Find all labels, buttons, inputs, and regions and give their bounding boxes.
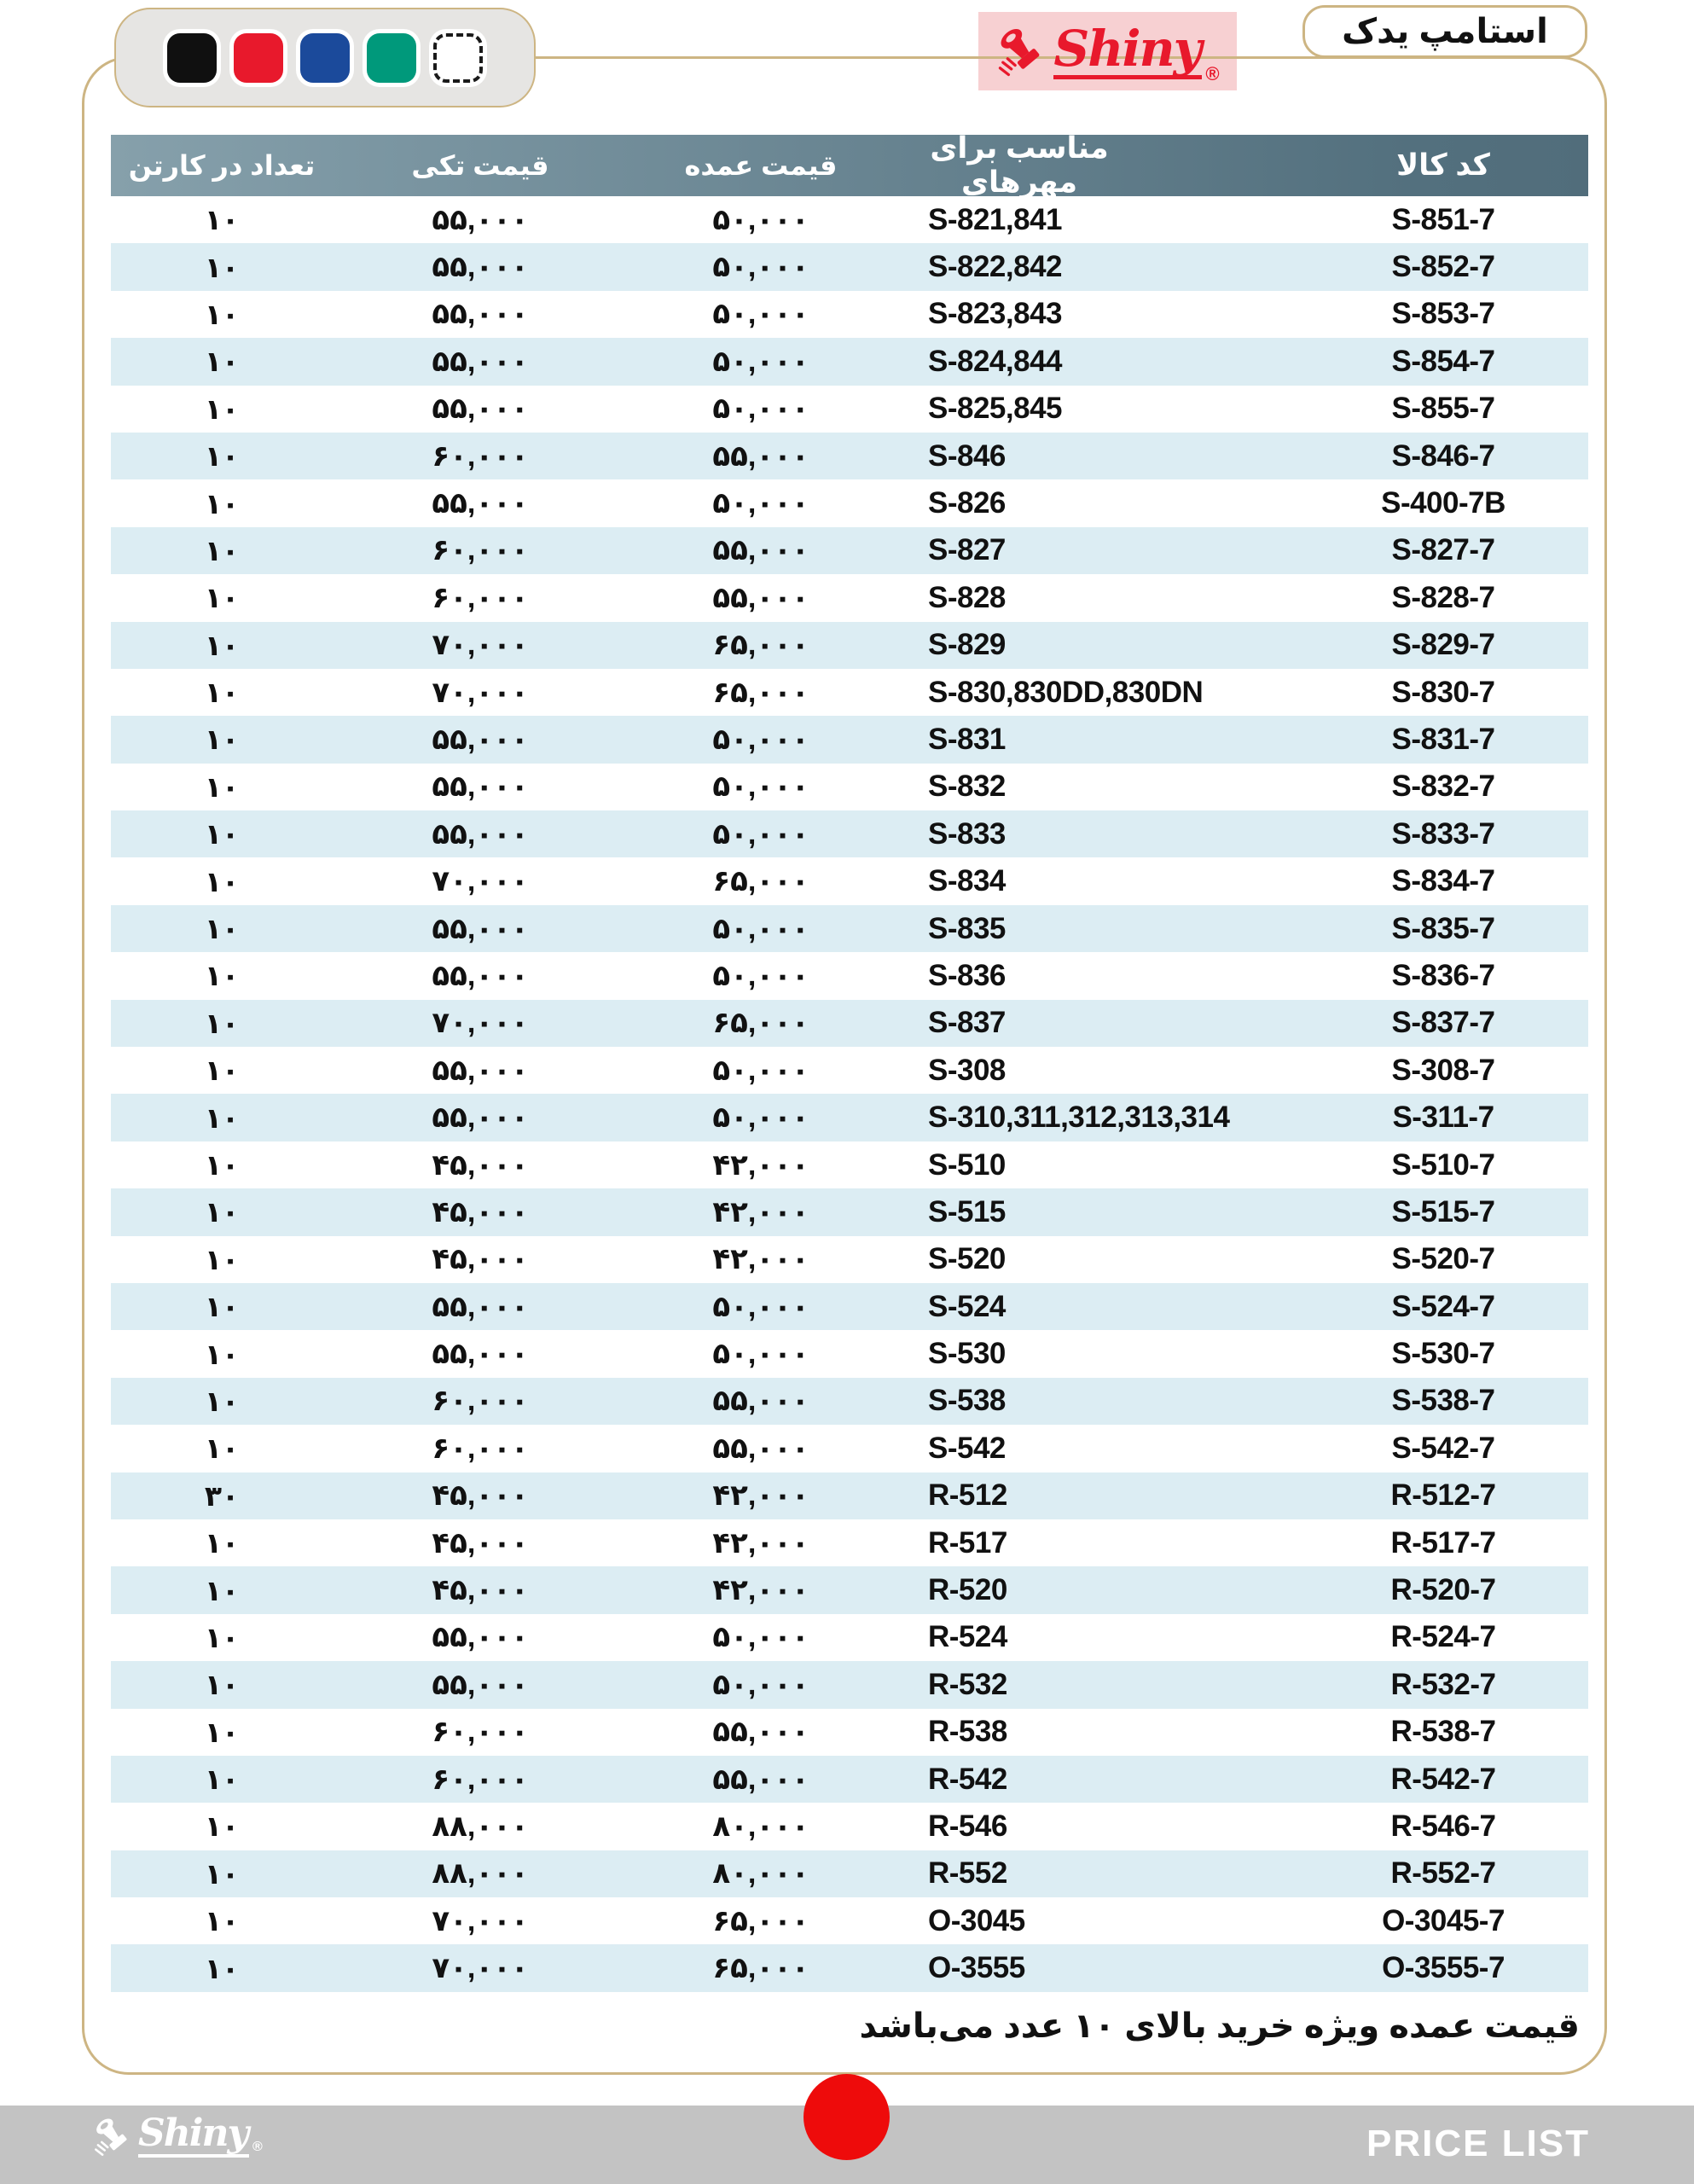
- cell-wholesale-price: ۵۵,۰۰۰: [712, 534, 809, 567]
- cell-single-price: ۵۵,۰۰۰: [432, 1668, 529, 1701]
- cell-qty-per-carton: ۱۰: [204, 1196, 240, 1228]
- brand-wordmark: Shiny: [1053, 19, 1201, 78]
- footer-registered-symbol: ®: [252, 2140, 263, 2154]
- cell-wholesale-price: ۶۵,۰۰۰: [712, 1904, 809, 1937]
- ink-swatch-green: [367, 33, 416, 83]
- cell-wholesale-price: ۵۰,۰۰۰: [712, 487, 809, 520]
- cell-qty-per-carton: ۱۰: [204, 1243, 240, 1275]
- cell-qty-per-carton: ۱۰: [204, 818, 240, 851]
- red-dot-decoration: [803, 2074, 890, 2160]
- cell-single-price: ۴۵,۰۰۰: [432, 1195, 529, 1228]
- cell-wholesale-price: ۵۰,۰۰۰: [712, 392, 809, 426]
- ink-swatch-red: [234, 33, 283, 83]
- cell-single-price: ۵۵,۰۰۰: [432, 487, 529, 520]
- cell-suitable-for: S-836: [928, 958, 1006, 992]
- cell-single-price: ۵۵,۰۰۰: [432, 1338, 529, 1371]
- cell-product-code: S-538-7: [1391, 1384, 1495, 1418]
- brand-logo: [978, 12, 1237, 90]
- cell-wholesale-price: ۶۵,۰۰۰: [712, 865, 809, 898]
- cell-wholesale-price: ۵۵,۰۰۰: [712, 1432, 809, 1465]
- table-header-row: [111, 131, 1588, 199]
- cell-single-price: ۷۰,۰۰۰: [432, 1007, 529, 1040]
- cell-single-price: ۷۰,۰۰۰: [432, 629, 529, 662]
- wholesale-footnote: قیمت عمده ویژه خرید بالای ۱۰ عدد می‌باشد: [859, 2007, 1580, 2045]
- cell-suitable-for: R-542: [928, 1762, 1007, 1796]
- cell-qty-per-carton: ۱۰: [204, 204, 240, 236]
- table-row: [111, 857, 1588, 904]
- cell-suitable-for: S-826: [928, 486, 1006, 520]
- cell-wholesale-price: ۵۰,۰۰۰: [712, 298, 809, 331]
- page-title-box: [1302, 5, 1587, 58]
- table-row: [111, 669, 1588, 716]
- cell-suitable-for: S-846: [928, 439, 1006, 473]
- table-row: [111, 1472, 1588, 1519]
- cell-single-price: ۵۵,۰۰۰: [432, 817, 529, 851]
- cell-suitable-for: S-828: [928, 580, 1006, 614]
- table-row: [111, 574, 1588, 621]
- cell-single-price: ۷۰,۰۰۰: [432, 865, 529, 898]
- cell-product-code: S-828-7: [1391, 580, 1495, 614]
- cell-product-code: S-400-7B: [1381, 486, 1505, 520]
- cell-product-code: S-311-7: [1392, 1101, 1494, 1135]
- cell-product-code: R-517-7: [1390, 1525, 1496, 1560]
- cell-product-code: R-538-7: [1390, 1715, 1496, 1749]
- cell-qty-per-carton: ۱۰: [204, 392, 240, 425]
- cell-single-price: ۴۵,۰۰۰: [432, 1148, 529, 1182]
- cell-single-price: ۵۵,۰۰۰: [432, 723, 529, 756]
- cell-wholesale-price: ۵۰,۰۰۰: [712, 959, 809, 992]
- cell-wholesale-price: ۵۵,۰۰۰: [712, 1763, 809, 1796]
- table-row: [111, 243, 1588, 290]
- cell-product-code: R-552-7: [1390, 1856, 1496, 1891]
- price-table: [111, 131, 1588, 1992]
- cell-single-price: ۵۵,۰۰۰: [432, 770, 529, 804]
- table-row: [111, 1000, 1588, 1047]
- cell-qty-per-carton: ۱۰: [204, 1669, 240, 1701]
- cell-wholesale-price: ۴۲,۰۰۰: [712, 1148, 809, 1182]
- table-row: [111, 1188, 1588, 1235]
- cell-single-price: ۵۵,۰۰۰: [432, 392, 529, 426]
- cell-wholesale-price: ۵۵,۰۰۰: [712, 1385, 809, 1418]
- cell-suitable-for: S-829: [928, 628, 1006, 662]
- cell-suitable-for: S-310,311,312,313,314: [928, 1101, 1230, 1135]
- cell-single-price: ۶۰,۰۰۰: [432, 581, 529, 614]
- table-row: [111, 433, 1588, 479]
- cell-single-price: ۴۵,۰۰۰: [432, 1243, 529, 1276]
- cell-single-price: ۸۸,۰۰۰: [432, 1857, 529, 1891]
- cell-product-code: R-524-7: [1390, 1620, 1496, 1654]
- cell-product-code: S-851-7: [1391, 202, 1495, 236]
- table-row: [111, 1425, 1588, 1472]
- cell-qty-per-carton: ۱۰: [204, 1716, 240, 1748]
- footer-stamp-icon: [92, 2114, 136, 2158]
- table-row: [111, 764, 1588, 810]
- cell-suitable-for: R-520: [928, 1573, 1007, 1607]
- table-row: [111, 1897, 1588, 1944]
- column-header-single-price: قیمت تکی: [411, 150, 549, 181]
- cell-qty-per-carton: ۱۰: [204, 1101, 240, 1134]
- cell-product-code: S-831-7: [1391, 722, 1495, 756]
- cell-suitable-for: S-835: [928, 911, 1006, 945]
- cell-suitable-for: S-524: [928, 1289, 1006, 1323]
- cell-single-price: ۵۵,۰۰۰: [432, 1101, 529, 1135]
- cell-wholesale-price: ۴۲,۰۰۰: [712, 1479, 809, 1513]
- cell-product-code: S-846-7: [1391, 439, 1495, 473]
- cell-suitable-for: S-538: [928, 1384, 1006, 1418]
- cell-wholesale-price: ۵۰,۰۰۰: [712, 251, 809, 284]
- cell-product-code: S-524-7: [1391, 1289, 1495, 1323]
- ink-swatch-white: [433, 33, 483, 83]
- cell-suitable-for: O-3045: [928, 1903, 1025, 1937]
- cell-wholesale-price: ۵۰,۰۰۰: [712, 1338, 809, 1371]
- cell-suitable-for: S-530: [928, 1337, 1006, 1371]
- table-row: [111, 196, 1588, 243]
- cell-qty-per-carton: ۱۰: [204, 251, 240, 283]
- cell-suitable-for: O-3555: [928, 1951, 1025, 1985]
- cell-product-code: S-827-7: [1391, 533, 1495, 567]
- cell-product-code: S-520-7: [1391, 1242, 1495, 1276]
- cell-product-code: O-3555-7: [1382, 1951, 1505, 1985]
- cell-suitable-for: R-524: [928, 1620, 1007, 1654]
- cell-single-price: ۵۵,۰۰۰: [432, 345, 529, 378]
- table-row: [111, 1661, 1588, 1708]
- stamp-icon: [995, 23, 1052, 79]
- cell-wholesale-price: ۵۰,۰۰۰: [712, 1290, 809, 1323]
- cell-qty-per-carton: ۳۰: [204, 1479, 240, 1512]
- cell-qty-per-carton: ۱۰: [204, 440, 240, 473]
- cell-suitable-for: S-515: [928, 1194, 1006, 1228]
- cell-product-code: S-542-7: [1391, 1431, 1495, 1465]
- cell-qty-per-carton: ۱۰: [204, 1952, 240, 1984]
- table-row: [111, 527, 1588, 574]
- cell-single-price: ۵۵,۰۰۰: [432, 912, 529, 945]
- cell-suitable-for: S-520: [928, 1242, 1006, 1276]
- footer-brand-wordmark: Shiny: [138, 2115, 249, 2158]
- cell-qty-per-carton: ۱۰: [204, 298, 240, 330]
- cell-wholesale-price: ۵۰,۰۰۰: [712, 912, 809, 945]
- cell-single-price: ۷۰,۰۰۰: [432, 1904, 529, 1937]
- cell-qty-per-carton: ۱۰: [204, 1291, 240, 1323]
- cell-wholesale-price: ۵۰,۰۰۰: [712, 770, 809, 804]
- cell-suitable-for: S-831: [928, 722, 1006, 756]
- cell-wholesale-price: ۴۲,۰۰۰: [712, 1243, 809, 1276]
- cell-qty-per-carton: ۱۰: [204, 913, 240, 945]
- cell-product-code: S-515-7: [1391, 1194, 1495, 1228]
- cell-single-price: ۶۰,۰۰۰: [432, 534, 529, 567]
- cell-qty-per-carton: ۱۰: [204, 1054, 240, 1087]
- cell-single-price: ۴۵,۰۰۰: [432, 1574, 529, 1607]
- cell-suitable-for: S-825,845: [928, 392, 1063, 426]
- cell-qty-per-carton: ۱۰: [204, 1905, 240, 1937]
- table-row: [111, 1756, 1588, 1803]
- cell-qty-per-carton: ۱۰: [204, 346, 240, 378]
- table-row: [111, 716, 1588, 763]
- cell-product-code: S-510-7: [1391, 1147, 1495, 1182]
- cell-wholesale-price: ۶۵,۰۰۰: [712, 1952, 809, 1985]
- cell-qty-per-carton: ۱۰: [204, 960, 240, 992]
- cell-single-price: ۵۵,۰۰۰: [432, 298, 529, 331]
- column-header-product-code: کد کالا: [1396, 148, 1490, 182]
- table-row: [111, 291, 1588, 338]
- cell-suitable-for: R-552: [928, 1856, 1007, 1891]
- table-row: [111, 479, 1588, 526]
- cell-product-code: S-530-7: [1391, 1337, 1495, 1371]
- cell-single-price: ۶۰,۰۰۰: [432, 439, 529, 473]
- cell-wholesale-price: ۴۲,۰۰۰: [712, 1526, 809, 1560]
- cell-product-code: R-532-7: [1390, 1667, 1496, 1701]
- cell-single-price: ۵۵,۰۰۰: [432, 1054, 529, 1087]
- cell-product-code: S-854-7: [1391, 344, 1495, 378]
- cell-single-price: ۸۸,۰۰۰: [432, 1809, 529, 1843]
- cell-qty-per-carton: ۱۰: [204, 1149, 240, 1181]
- cell-qty-per-carton: ۱۰: [204, 582, 240, 614]
- cell-single-price: ۷۰,۰۰۰: [432, 676, 529, 709]
- footer-brand-logo: [92, 2111, 263, 2158]
- table-row: [111, 338, 1588, 385]
- column-header-wholesale-price: قیمت عمده: [684, 150, 838, 181]
- cell-qty-per-carton: ۱۰: [204, 1338, 240, 1370]
- cell-wholesale-price: ۵۵,۰۰۰: [712, 439, 809, 473]
- cell-suitable-for: R-538: [928, 1715, 1007, 1749]
- table-row: [111, 1094, 1588, 1141]
- cell-wholesale-price: ۵۰,۰۰۰: [712, 817, 809, 851]
- cell-suitable-for: R-546: [928, 1809, 1007, 1843]
- cell-wholesale-price: ۵۰,۰۰۰: [712, 1054, 809, 1087]
- cell-wholesale-price: ۸۰,۰۰۰: [712, 1809, 809, 1843]
- cell-single-price: ۴۵,۰۰۰: [432, 1526, 529, 1560]
- cell-wholesale-price: ۸۰,۰۰۰: [712, 1857, 809, 1891]
- cell-wholesale-price: ۶۵,۰۰۰: [712, 629, 809, 662]
- ink-swatch-blue: [300, 33, 350, 83]
- table-row: [111, 1566, 1588, 1613]
- cell-single-price: ۶۰,۰۰۰: [432, 1432, 529, 1465]
- cell-single-price: ۵۵,۰۰۰: [432, 251, 529, 284]
- cell-wholesale-price: ۵۰,۰۰۰: [712, 1668, 809, 1701]
- cell-product-code: S-835-7: [1391, 911, 1495, 945]
- cell-wholesale-price: ۵۵,۰۰۰: [712, 581, 809, 614]
- cell-qty-per-carton: ۱۰: [204, 677, 240, 709]
- cell-wholesale-price: ۴۲,۰۰۰: [712, 1195, 809, 1228]
- cell-single-price: ۷۰,۰۰۰: [432, 1952, 529, 1985]
- table-row: [111, 1850, 1588, 1897]
- table-row: [111, 1047, 1588, 1094]
- cell-product-code: S-832-7: [1391, 770, 1495, 804]
- cell-single-price: ۶۰,۰۰۰: [432, 1763, 529, 1796]
- cell-suitable-for: S-308: [928, 1053, 1006, 1087]
- cell-product-code: S-829-7: [1391, 628, 1495, 662]
- cell-product-code: S-836-7: [1391, 958, 1495, 992]
- cell-qty-per-carton: ۱۰: [204, 487, 240, 520]
- cell-suitable-for: R-512: [928, 1478, 1007, 1513]
- cell-wholesale-price: ۵۵,۰۰۰: [712, 1716, 809, 1749]
- table-row: [111, 1236, 1588, 1283]
- cell-suitable-for: S-822,842: [928, 250, 1063, 284]
- cell-suitable-for: R-532: [928, 1667, 1007, 1701]
- table-row: [111, 386, 1588, 433]
- table-row: [111, 1141, 1588, 1188]
- column-header-qty-per-carton: تعداد در کارتن: [128, 150, 316, 181]
- table-row: [111, 1330, 1588, 1377]
- cell-product-code: R-520-7: [1390, 1573, 1496, 1607]
- cell-qty-per-carton: ۱۰: [204, 534, 240, 566]
- cell-suitable-for: S-832: [928, 770, 1006, 804]
- page-title: استامپ یدک: [1342, 13, 1548, 50]
- cell-product-code: O-3045-7: [1382, 1903, 1505, 1937]
- cell-qty-per-carton: ۱۰: [204, 1007, 240, 1039]
- cell-single-price: ۶۰,۰۰۰: [432, 1385, 529, 1418]
- cell-qty-per-carton: ۱۰: [204, 1763, 240, 1796]
- ink-swatch-black: [167, 33, 217, 83]
- cell-suitable-for: S-827: [928, 533, 1006, 567]
- cell-qty-per-carton: ۱۰: [204, 1857, 240, 1890]
- table-row: [111, 1378, 1588, 1425]
- cell-qty-per-carton: ۱۰: [204, 723, 240, 756]
- cell-qty-per-carton: ۱۰: [204, 1574, 240, 1606]
- cell-qty-per-carton: ۱۰: [204, 1810, 240, 1843]
- cell-product-code: S-853-7: [1391, 297, 1495, 331]
- table-row: [111, 810, 1588, 857]
- cell-product-code: S-837-7: [1391, 1006, 1495, 1040]
- table-row: [111, 1614, 1588, 1661]
- cell-single-price: ۴۵,۰۰۰: [432, 1479, 529, 1513]
- cell-wholesale-price: ۶۵,۰۰۰: [712, 1007, 809, 1040]
- table-row: [111, 1283, 1588, 1330]
- cell-wholesale-price: ۴۲,۰۰۰: [712, 1574, 809, 1607]
- column-header-suitable-for: مناسب برای مهرهای: [930, 131, 1109, 199]
- cell-product-code: R-542-7: [1390, 1762, 1496, 1796]
- cell-qty-per-carton: ۱۰: [204, 1385, 240, 1417]
- cell-wholesale-price: ۵۰,۰۰۰: [712, 1101, 809, 1135]
- table-row: [111, 1519, 1588, 1566]
- cell-suitable-for: S-830,830DD,830DN: [928, 675, 1204, 709]
- cell-single-price: ۵۵,۰۰۰: [432, 1290, 529, 1323]
- cell-suitable-for: S-824,844: [928, 344, 1063, 378]
- cell-suitable-for: S-510: [928, 1147, 1006, 1182]
- cell-qty-per-carton: ۱۰: [204, 1621, 240, 1653]
- price-list-label: PRICE LIST: [1366, 2123, 1590, 2164]
- cell-suitable-for: R-517: [928, 1525, 1007, 1560]
- cell-product-code: S-834-7: [1391, 864, 1495, 898]
- table-row: [111, 1803, 1588, 1850]
- cell-product-code: S-852-7: [1391, 250, 1495, 284]
- cell-wholesale-price: ۵۰,۰۰۰: [712, 723, 809, 756]
- table-row: [111, 1944, 1588, 1991]
- cell-single-price: ۵۵,۰۰۰: [432, 203, 529, 236]
- cell-qty-per-carton: ۱۰: [204, 1527, 240, 1560]
- cell-suitable-for: S-837: [928, 1006, 1006, 1040]
- table-body: [111, 196, 1588, 1992]
- cell-qty-per-carton: ۱۰: [204, 865, 240, 897]
- cell-qty-per-carton: ۱۰: [204, 770, 240, 803]
- cell-suitable-for: S-834: [928, 864, 1006, 898]
- cell-product-code: S-830-7: [1391, 675, 1495, 709]
- cell-suitable-for: S-821,841: [928, 202, 1063, 236]
- cell-product-code: R-546-7: [1390, 1809, 1496, 1843]
- cell-wholesale-price: ۶۵,۰۰۰: [712, 676, 809, 709]
- cell-qty-per-carton: ۱۰: [204, 629, 240, 661]
- table-row: [111, 905, 1588, 952]
- cell-product-code: S-833-7: [1391, 816, 1495, 851]
- cell-suitable-for: S-833: [928, 816, 1006, 851]
- cell-suitable-for: S-542: [928, 1431, 1006, 1465]
- cell-product-code: S-308-7: [1391, 1053, 1495, 1087]
- table-row: [111, 622, 1588, 669]
- registered-trademark-symbol: ®: [1205, 63, 1220, 84]
- ink-color-swatches: [114, 8, 536, 107]
- table-row: [111, 952, 1588, 999]
- cell-single-price: ۵۵,۰۰۰: [432, 1621, 529, 1654]
- cell-product-code: S-855-7: [1391, 392, 1495, 426]
- table-row: [111, 1709, 1588, 1756]
- cell-suitable-for: S-823,843: [928, 297, 1063, 331]
- cell-qty-per-carton: ۱۰: [204, 1432, 240, 1465]
- cell-wholesale-price: ۵۰,۰۰۰: [712, 1621, 809, 1654]
- cell-single-price: ۶۰,۰۰۰: [432, 1716, 529, 1749]
- cell-single-price: ۵۵,۰۰۰: [432, 959, 529, 992]
- cell-wholesale-price: ۵۰,۰۰۰: [712, 345, 809, 378]
- cell-wholesale-price: ۵۰,۰۰۰: [712, 203, 809, 236]
- cell-product-code: R-512-7: [1390, 1478, 1496, 1513]
